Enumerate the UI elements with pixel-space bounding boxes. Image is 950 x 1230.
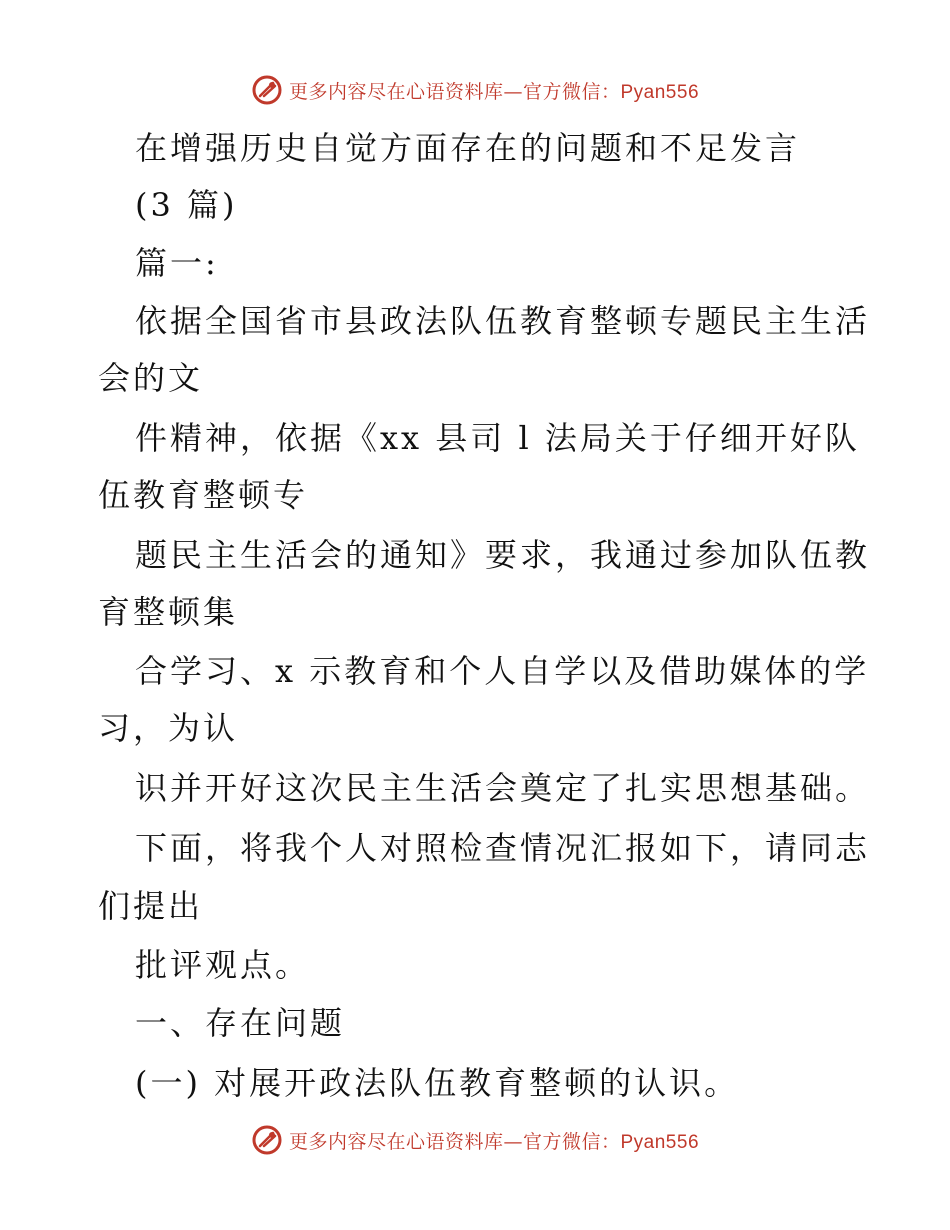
paragraph-line: 批评观点。	[135, 946, 311, 984]
paragraph-line: 合学习、x 示教育和个人自学以及借助媒体的学	[135, 652, 870, 690]
document-subtitle: (3 篇)	[135, 186, 238, 224]
paragraph-line: 习，为认	[98, 709, 239, 747]
watermark-banner-bottom	[0, 1120, 950, 1160]
watermark-text: 更多内容尽在心语资料库—官方微信：Pyan556	[288, 80, 700, 103]
watermark-banner-top	[0, 70, 950, 110]
section-heading: 篇一:	[135, 244, 219, 282]
paragraph-line: 伍教育整顿专	[98, 476, 309, 514]
section-heading: 一、存在问题	[135, 1004, 346, 1042]
paragraph-line: 件精神，依据《xx 县司 l 法局关于仔细开好队	[135, 419, 860, 457]
paragraph-line: 育整顿集	[98, 593, 239, 631]
paragraph-line: 题民主生活会的通知》要求，我通过参加队伍教	[135, 536, 871, 574]
seal-logo-icon	[251, 1124, 283, 1156]
seal-logo-icon	[251, 74, 283, 106]
paragraph-line: 依据全国省市县政法队伍教育整顿专题民主生活	[135, 302, 871, 340]
paragraph-line: 会的文	[98, 359, 204, 397]
paragraph-line: 下面，将我个人对照检查情况汇报如下，请同志	[135, 829, 871, 867]
paragraph-line: 识并开好这次民主生活会奠定了扎实思想基础。	[135, 769, 871, 807]
document-title: 在增强历史自觉方面存在的问题和不足发言	[135, 129, 801, 167]
subsection-heading: (一) 对展开政法队伍教育整顿的认识。	[135, 1064, 740, 1102]
watermark-text: 更多内容尽在心语资料库—官方微信：Pyan556	[288, 1130, 700, 1153]
paragraph-line: 们提出	[98, 887, 204, 925]
